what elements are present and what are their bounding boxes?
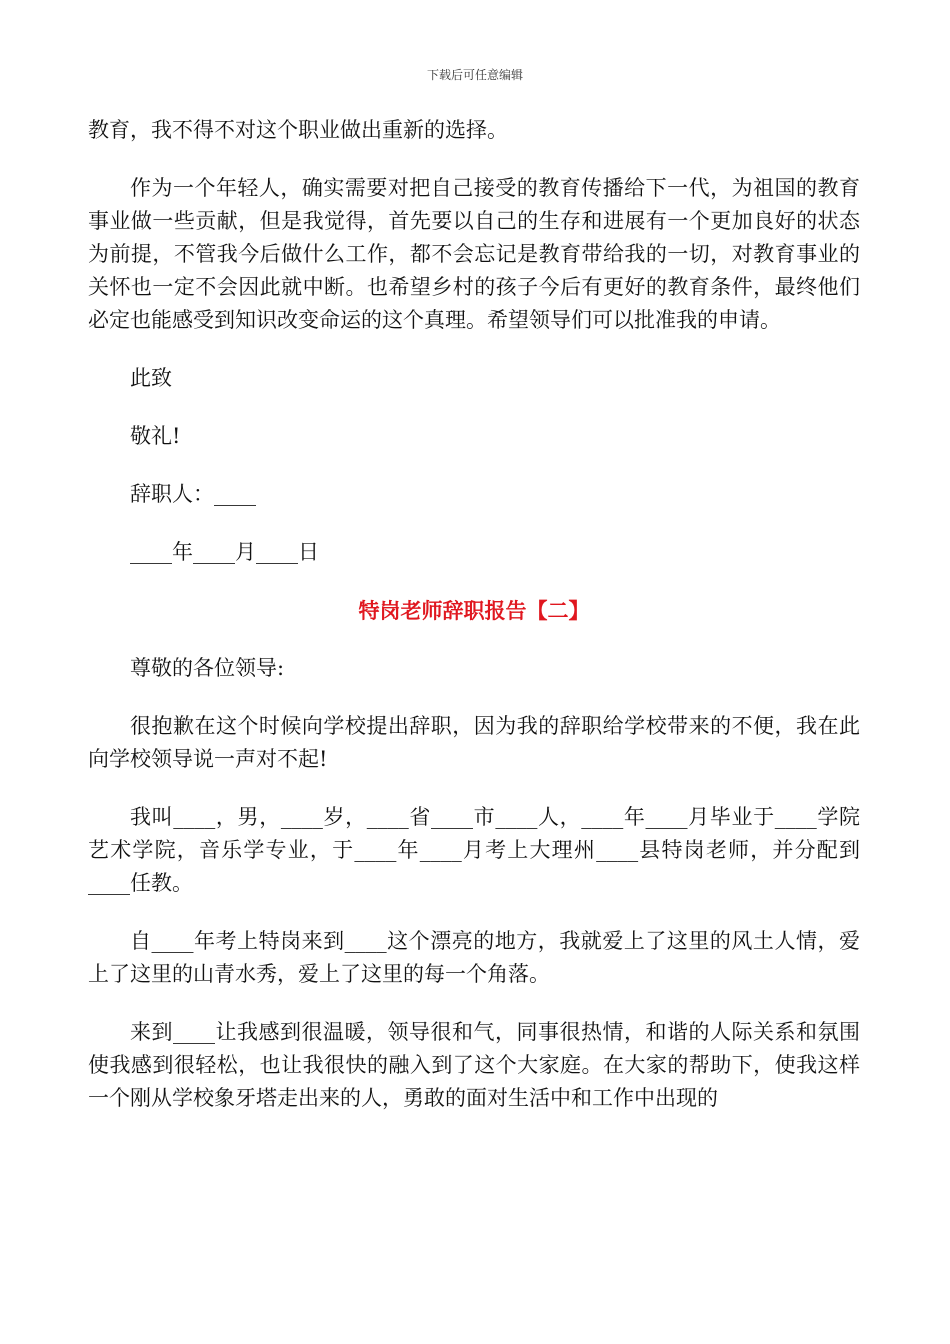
date-line: ____年____月____日	[130, 540, 319, 564]
signature-line: 辞职人：____	[130, 482, 256, 506]
document-body	[88, 114, 860, 1115]
paragraph: 自____年考上特岗来到____这个漂亮的地方，我就爱上了这里的风土人情，爱上了这里的山青水秀，爱上了这里的每一个角落。	[88, 929, 860, 986]
paragraph: 我叫____，男，____岁，____省____市____人，____年____月毕业于____学院艺术学院，音乐学专业，于____年____月考上大理州____县特岗老师，并分配到____任教。	[88, 805, 860, 895]
section-title: 特岗老师辞职报告【二】	[358, 598, 590, 623]
closing-regards: 敬礼!	[130, 424, 181, 448]
page-header: 下载后可任意编辑	[426, 68, 523, 82]
greeting: 尊敬的各位领导:	[130, 656, 285, 680]
paragraph: 来到____让我感到很温暖，领导很和气，同事很热情，和谐的人际关系和氛围使我感到很轻松，也让我很快的融入到了这个大家庭。在大家的帮助下，使我这样一个刚从学校象牙塔走出来的人，勇敢的面对生活中和工作中出现的	[88, 1020, 860, 1110]
closing-salutation: 此致	[130, 366, 172, 390]
paragraph: 作为一个年轻人，确实需要对把自己接受的教育传播给下一代，为祖国的教育事业做一些贡献，但是我觉得，首先要以自己的生存和进展有一个更加良好的状态为前提，不管我今后做什么工作，都不会忘记是教育带给我的一切，对教育事业的关怀也一定不会因此就中断。也希望乡村的孩子今后有更好的教育条件，最终他们必定也能感受到知识改变命运的这个真理。希望领导们可以批准我的申请。	[88, 176, 860, 332]
paragraph-continuation: 教育，我不得不对这个职业做出重新的选择。	[88, 118, 508, 142]
paragraph: 很抱歉在这个时候向学校提出辞职，因为我的辞职给学校带来的不便，我在此向学校领导说一声对不起!	[88, 714, 860, 771]
